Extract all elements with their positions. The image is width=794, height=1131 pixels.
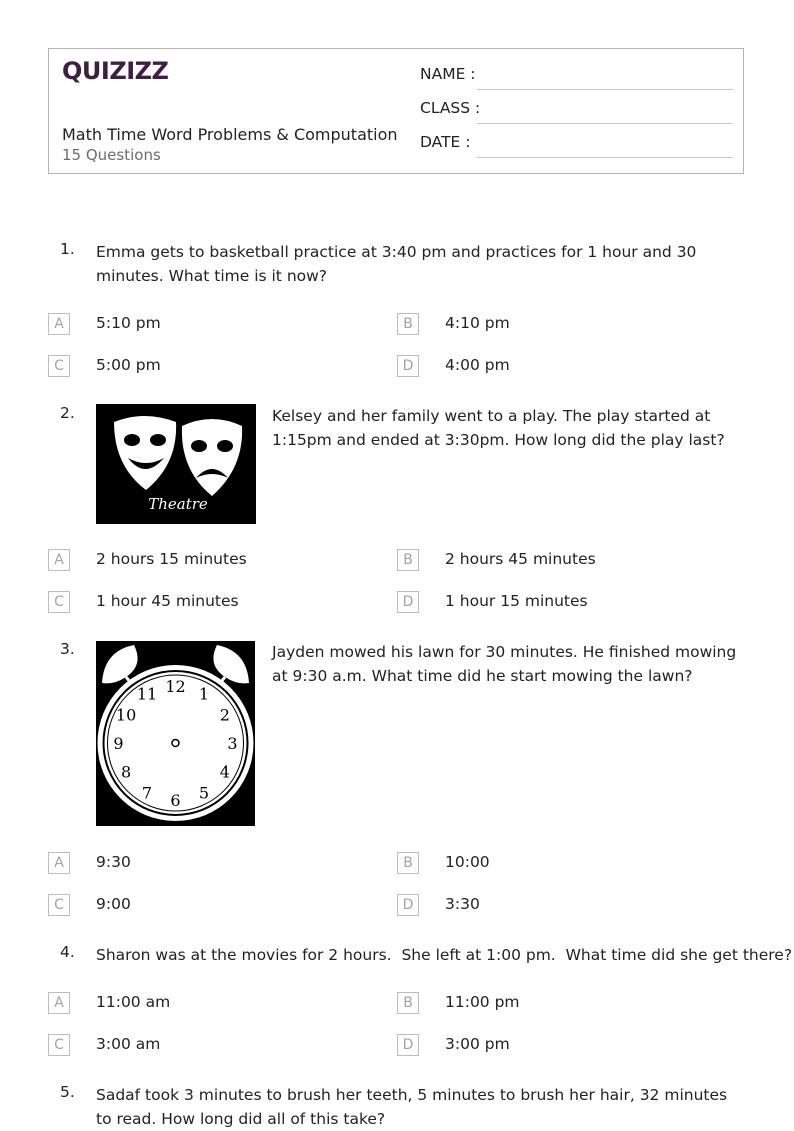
quizizz-logo: QUIZIZZ [62,57,169,85]
q4-option-d-text: 3:00 pm [445,1035,510,1053]
clock-number-5: 5 [198,783,210,803]
q3-option-c-text: 9:00 [96,895,131,913]
class-field[interactable] [420,99,733,125]
question-4-text: Sharon was at the movies for 2 hours. She left at 1:00 pm. What time did she get there? [96,946,793,964]
q3-option-c-box[interactable]: C [48,894,70,916]
question-2-text: Kelsey and her family went to a play. The play started at 1:15pm and ended at 3:30pm. How long did the play last? [272,407,725,449]
clock-number-3: 3 [227,734,238,753]
worksheet-title: Math Time Word Problems & Computation [62,125,398,144]
date-line[interactable] [477,157,733,158]
q1-option-a-text: 5:10 pm [96,314,161,332]
date-field[interactable] [420,133,733,159]
question-1-text: Emma gets to basketball practice at 3:40 pm and practices for 1 hour and 30 minutes. What time is it now? [96,243,697,285]
q4-option-a-text: 11:00 am [96,993,171,1011]
date-label: DATE : [420,133,471,151]
theatre-caption: Theatre [148,495,208,513]
q1-option-c-text: 5:00 pm [96,356,161,374]
q3-option-a-box[interactable]: A [48,852,70,874]
name-label: NAME : [420,65,476,83]
q2-option-c-text: 1 hour 45 minutes [96,592,239,610]
clock-number-10: 10 [115,705,137,725]
q4-option-a-box[interactable]: A [48,992,70,1014]
question-count: 15 Questions [62,146,161,164]
question-3-text: Jayden mowed his lawn for 30 minutes. He finished mowing at 9:30 a.m. What time did he start mowing the lawn? [272,643,737,685]
question-1-number: 1. [60,240,75,258]
clock-number-12: 12 [165,677,186,696]
question-5-number: 5. [60,1083,75,1101]
clock-number-8: 8 [121,762,132,782]
q3-option-b-text: 10:00 [445,853,490,871]
q3-option-d-box[interactable]: D [397,894,419,916]
q1-option-a-box[interactable]: A [48,313,70,335]
class-label: CLASS : [420,99,481,117]
q4-option-c-box[interactable]: C [48,1034,70,1056]
class-line[interactable] [477,123,733,124]
q3-option-a-text: 9:30 [96,853,131,871]
question-3-number: 3. [60,640,75,658]
name-field[interactable] [420,65,733,91]
clock-number-1: 1 [198,684,210,704]
q3-option-b-box[interactable]: B [397,852,419,874]
q1-option-c-box[interactable]: C [48,355,70,377]
q4-option-b-text: 11:00 pm [445,993,520,1011]
name-line[interactable] [477,89,733,90]
theatre-masks-image [96,404,256,524]
q2-option-c-box[interactable]: C [48,591,70,613]
clock-number-2: 2 [219,705,230,725]
question-4-number: 4. [60,943,75,961]
clock-center [172,740,179,747]
q2-option-d-text: 1 hour 15 minutes [445,592,588,610]
clock-number-6: 6 [170,791,181,810]
q4-option-d-box[interactable]: D [397,1034,419,1056]
q2-option-d-box[interactable]: D [397,591,419,613]
q1-option-b-box[interactable]: B [397,313,419,335]
alarm-clock-image [96,641,255,826]
q1-option-d-box[interactable]: D [397,355,419,377]
worksheet-header [48,48,744,174]
question-5-text: Sadaf took 3 minutes to brush her teeth, 5 minutes to brush her hair, 32 minutes to read. How long did all of this take? [96,1086,728,1128]
q2-option-b-box[interactable]: B [397,549,419,571]
q2-option-a-box[interactable]: A [48,549,70,571]
clock-number-11: 11 [136,684,158,704]
q4-option-b-box[interactable]: B [397,992,419,1014]
clock-number-7: 7 [141,783,153,803]
q4-option-c-text: 3:00 am [96,1035,161,1053]
q1-option-b-text: 4:10 pm [445,314,510,332]
q2-option-a-text: 2 hours 15 minutes [96,550,247,568]
question-2-number: 2. [60,404,75,422]
q2-option-b-text: 2 hours 45 minutes [445,550,596,568]
q1-option-d-text: 4:00 pm [445,356,510,374]
clock-number-4: 4 [219,762,230,782]
clock-number-9: 9 [113,734,124,753]
q3-option-d-text: 3:30 [445,895,480,913]
